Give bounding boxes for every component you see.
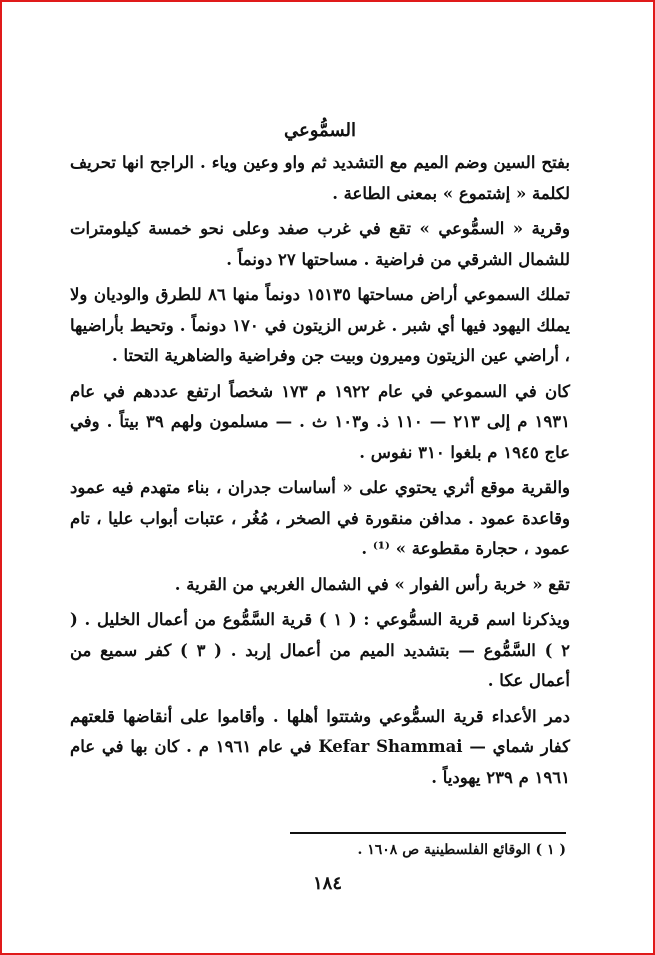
paragraph-3: تملك السموعي أراض مساحتها ١٥١٣٥ دونماً منها ٨٦ للطرق والوديان ولا يملك اليهود فيها أي شبر . غرس الزيتون في ١٧٠ دونماً . وتحيط بأراضيها ، أراضي عين الزيتون وميرون وبيت جن وفراضية والضاهرية التحتا . (70, 285, 571, 365)
paragraph-1: بفتح السين وضم الميم مع التشديد ثم واو وعين وياء . الراجح انها تحريف لكلمة « إشتموع » بمعنى الطاعة . (70, 153, 570, 203)
page-title: السمُّوعي (284, 120, 356, 141)
paragraph-5: والقرية موقع أثري يحتوي على « أساسات جدران ، بناء متهدم فيه عمود وقاعدة عمود . مدافن منقورة في الصخر ، مُغُر ، عتبات أبواب عليا ، تام عمود ، حجارة مقطوعة » ⁽¹⁾ . (70, 478, 570, 558)
footnote-separator (290, 832, 566, 834)
paragraph-2: وقرية « السمُّوعي » تقع في غرب صفد وعلى نحو خمسة كيلومترات للشمال الشرقي من فراضية . مساحتها ٢٧ دونماً . (70, 219, 570, 269)
paragraph-4: كان في السموعي في عام ١٩٢٢ م ١٧٣ شخصاً ارتفع عددهم في عام ١٩٣١ م إلى ٢١٣ — ١١٠ ذ. و١٠٣ ث . — مسلمون ولهم ٣٩ بيتاً . وفي عاج ١٩٤٥ م بلغوا ٣١٠ نفوس . (70, 381, 570, 462)
page-number: ١٨٤ (312, 873, 342, 894)
footnote: ( ١ ) الوقائع الفلسطينية ص ١٦٠٨ . (357, 842, 566, 858)
paragraph-8: دمر الأعداء قرية السمُّوعي وشتتوا أهلها . وأقاموا على أنقاضها قلعتهم كفار شماي — Kefar Shammai في عام ١٩٦١ م . كان بها في عام ١٩٦١ م ٢٣٩ يهودياً . (70, 706, 570, 787)
paragraph-7: ويذكرنا اسم قرية السمُّوعي : ( ١ ) قرية السَّمُّوع من أعمال الخليل . ( ٢ ) السَّمُّوع — بتشديد الميم من أعمال إربد . ( ٣ ) كفر سميع من أعمال عكا . (70, 610, 570, 690)
document-body (70, 118, 570, 798)
paragraph-6: تقع « خربة رأس الفوار » في الشمال الغربي من القرية . (174, 574, 570, 594)
